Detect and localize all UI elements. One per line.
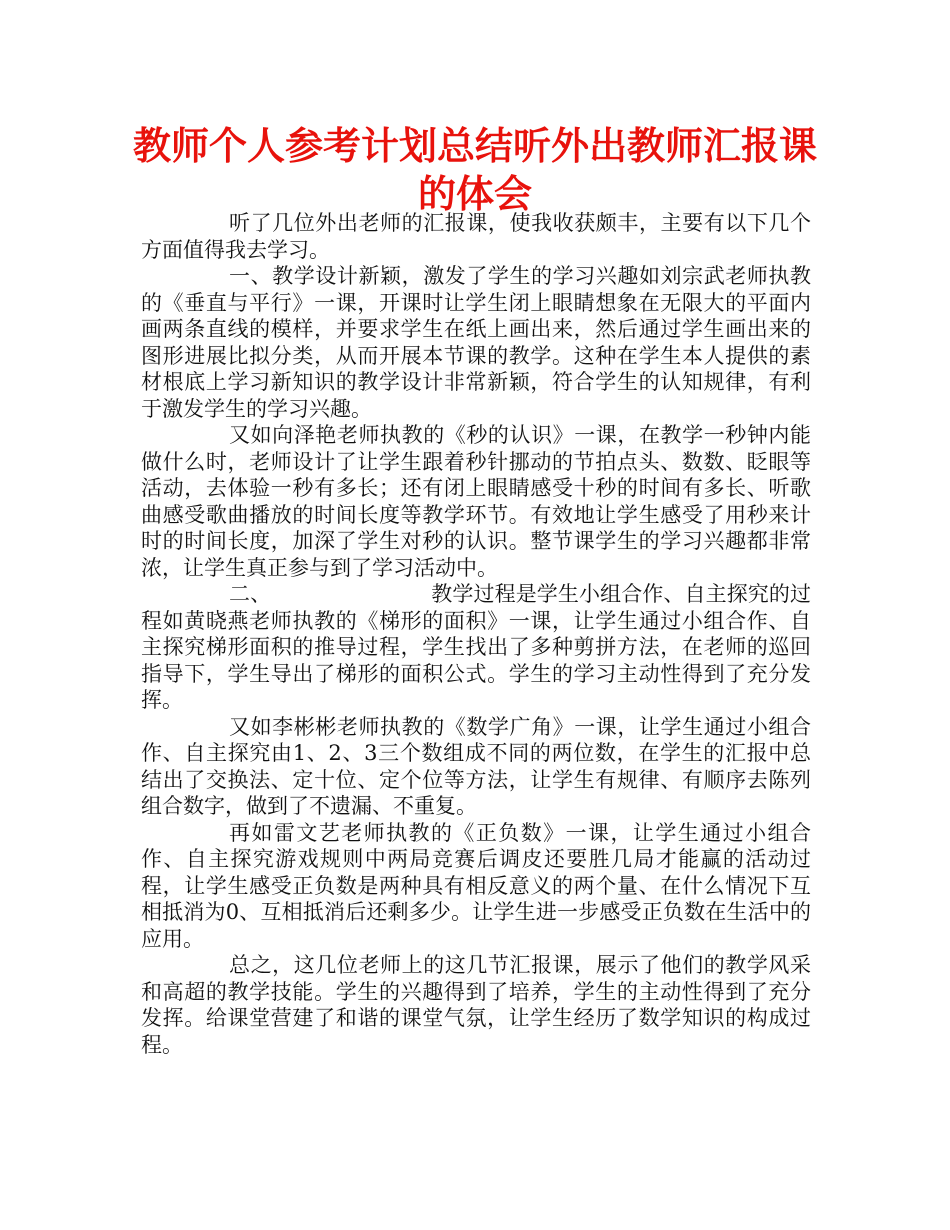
paragraph-intro: 听了几位外出老师的汇报课，使我收获颇丰，主要有以下几个方面值得我去学习。	[141, 211, 811, 262]
section-2-prefix: 二、	[229, 582, 272, 606]
document-title	[100, 122, 850, 218]
document-body	[141, 210, 811, 1058]
title-line-1: 教师个人参考计划总结听外出教师汇报课	[132, 124, 817, 168]
paragraph-section-2-example-3: 再如雷文艺老师执教的《正负数》一课，让学生通过小组合作、自主探究游戏规则中两局竞赛后调皮还要胜几局才能赢的活动过程，让学生感受正负数是两种具有相反意义的两个量、在什么情况下互相抵消为0、互相抵消后还剩多少。让学生进一步感受正负数在生活中的应用。	[141, 820, 811, 951]
paragraph-section-2	[141, 581, 811, 714]
paragraph-conclusion: 总之，这几位老师上的这几节汇报课，展示了他们的教学风采和高超的教学技能。学生的兴趣得到了培养，学生的主动性得到了充分发挥。给课堂营建了和谐的课堂气氛，让学生经历了数学知识的构成过程。	[141, 953, 811, 1057]
paragraph-section-1: 一、教学设计新颖，激发了学生的学习兴趣如刘宗武老师执教的《垂直与平行》一课，开课时让学生闭上眼睛想象在无限大的平面内画两条直线的模样，并要求学生在纸上画出来，然后通过学生画出来的图形进展比拟分类，从而开展本节课的教学。这种在学生本人提供的素材根底上学习新知识的教学设计非常新颖，符合学生的认知规律，有利于激发学生的学习兴趣。	[141, 264, 811, 421]
title-line-2: 的体会	[417, 172, 532, 216]
paragraph-section-1-example-2: 又如向泽艳老师执教的《秒的认识》一课，在教学一秒钟内能做什么时，老师设计了让学生跟着秒针挪动的节拍点头、数数、眨眼等活动，去体验一秒有多长；还有闭上眼睛感受十秒的时间有多长、听歌曲感受歌曲播放的时间长度等教学环节。有效地让学生感受了用秒来计时的时间长度，加深了学生对秒的认识。整节课学生的学习兴趣都非常浓，让学生真正参与到了学习活动中。	[141, 423, 811, 580]
section-2-text: 教学过程是学生小组合作、自主探究的过程如黄晓燕老师执教的《梯形的面积》一课，让学生通过小组合作、自主探究梯形面积的推导过程，学生找出了多种剪拼方法，在老师的巡回指导下，学生导出了梯形的面积公式。学生的学习主动性得到了充分发挥。	[141, 582, 812, 712]
paragraph-section-2-example-2: 又如李彬彬老师执教的《数学广角》一课，让学生通过小组合作、自主探究由1、2、3三个数组成不同的两位数，在学生的汇报中总结出了交换法、定十位、定个位等方法，让学生有规律、有顺序去陈列组合数字，做到了不遗漏、不重复。	[141, 714, 811, 818]
